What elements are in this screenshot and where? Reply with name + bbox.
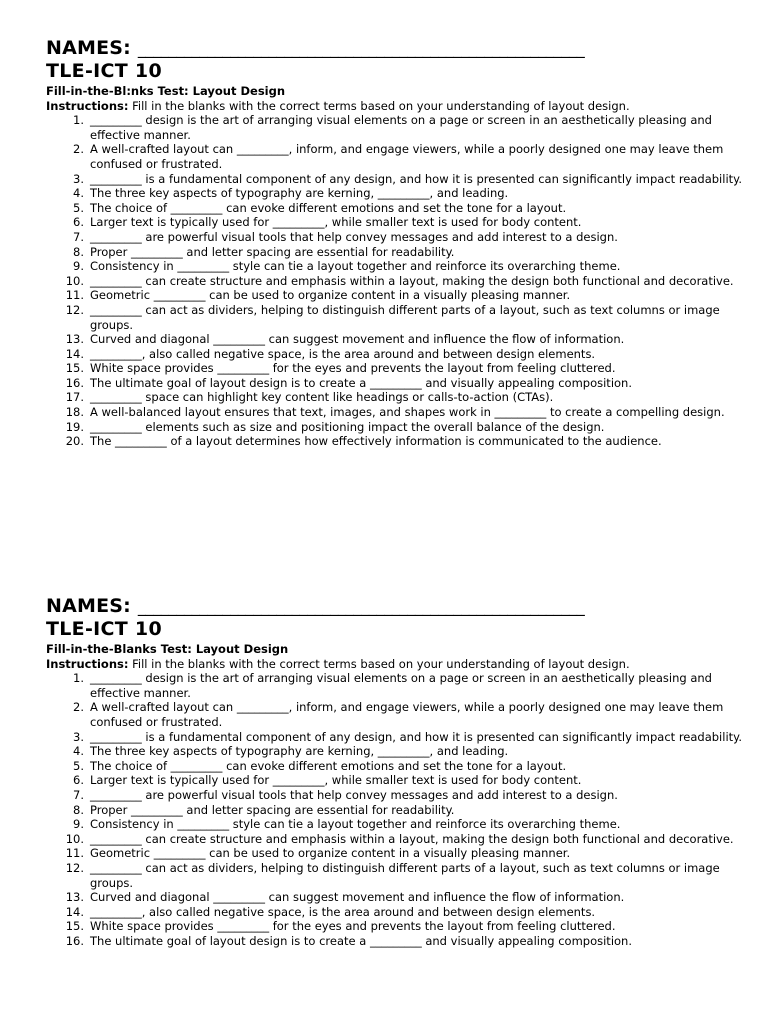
- question-text: _________ are powerful visual tools that help convey messages and add interest to a design.: [90, 229, 618, 244]
- test-title: Fill-in-the-Bl:nks Test: Layout Design: [46, 84, 286, 98]
- question-number: 11.: [65, 288, 84, 303]
- question-number: 4.: [73, 186, 84, 201]
- names-blank: __________________________________________________________: [137, 597, 585, 616]
- question-text: _________ space can highlight key content like headings or calls-to-action (CTAs).: [90, 390, 554, 405]
- question-item: [46, 201, 746, 216]
- question-number: 14.: [65, 904, 84, 919]
- question-text: _________, also called negative space, is the area around and between design elements.: [90, 904, 596, 919]
- question-item: [46, 245, 746, 260]
- question-text: Geometric _________ can be used to organize content in a visually pleasing manner.: [90, 846, 571, 861]
- worksheet-bottom: [46, 594, 746, 948]
- question-item: [46, 890, 746, 905]
- question-text: _________ is a fundamental component of any design, and how it is presented can significantly impact readability.: [90, 729, 742, 744]
- question-text: A well-crafted layout can _________, inform, and engage viewers, while a poorly designed one may leave them confused or frustrated.: [90, 142, 724, 171]
- instructions-label: Instructions:: [46, 656, 129, 671]
- question-text: Geometric _________ can be used to organize content in a visually pleasing manner.: [90, 288, 571, 303]
- instructions-label: Instructions:: [46, 98, 129, 113]
- names-line: [46, 594, 746, 618]
- question-number: 9.: [73, 817, 84, 832]
- question-item: [46, 759, 746, 774]
- question-item: [46, 861, 746, 890]
- question-item: [46, 744, 746, 759]
- question-number: 16.: [65, 933, 84, 948]
- question-number: 17.: [65, 390, 84, 405]
- question-text: Proper _________ and letter spacing are essential for readability.: [90, 802, 455, 817]
- question-number: 10.: [65, 831, 84, 846]
- question-item: [46, 274, 746, 289]
- question-item: [46, 919, 746, 934]
- question-number: 13.: [65, 332, 84, 347]
- instructions: [46, 657, 746, 672]
- question-number: 12.: [65, 302, 84, 317]
- question-item: [46, 113, 746, 142]
- question-item: [46, 215, 746, 230]
- question-text: The choice of _________ can evoke different emotions and set the tone for a layout.: [90, 758, 567, 773]
- question-number: 8.: [73, 802, 84, 817]
- question-item: [46, 730, 746, 745]
- question-item: [46, 817, 746, 832]
- worksheet-top: [46, 36, 746, 449]
- question-number: 3.: [73, 729, 84, 744]
- question-text: Consistency in _________ style can tie a layout together and reinforce its overarching theme.: [90, 817, 621, 832]
- question-text: Curved and diagonal _________ can suggest movement and influence the flow of information.: [90, 332, 625, 347]
- question-list: [46, 113, 746, 449]
- question-text: _________ elements such as size and positioning impact the overall balance of the design.: [90, 419, 605, 434]
- question-number: 15.: [65, 361, 84, 376]
- question-text: The three key aspects of typography are kerning, _________, and leading.: [90, 186, 509, 201]
- question-item: [46, 803, 746, 818]
- test-title: Fill-in-the-Blanks Test: Layout Design: [46, 642, 289, 656]
- question-number: 4.: [73, 744, 84, 759]
- question-text: _________ design is the art of arranging visual elements on a page or screen in an aesthetically pleasing and effective manner.: [90, 113, 712, 142]
- names-label: NAMES:: [46, 37, 131, 59]
- names-line: [46, 36, 746, 60]
- question-item: [46, 142, 746, 171]
- question-item: [46, 172, 746, 187]
- question-item: [46, 376, 746, 391]
- question-text: A well-crafted layout can _________, inform, and engage viewers, while a poorly designed one may leave them confused or frustrated.: [90, 700, 724, 729]
- question-number: 16.: [65, 375, 84, 390]
- question-number: 1.: [73, 113, 84, 128]
- question-text: _________, also called negative space, is the area around and between design elements.: [90, 346, 596, 361]
- question-item: [46, 420, 746, 435]
- question-text: A well-balanced layout ensures that text, images, and shapes work in _________ to create a compelling design.: [90, 405, 725, 420]
- question-item: [46, 773, 746, 788]
- question-text: Curved and diagonal _________ can suggest movement and influence the flow of information.: [90, 890, 625, 905]
- question-number: 5.: [73, 200, 84, 215]
- question-item: [46, 934, 746, 949]
- question-number: 11.: [65, 846, 84, 861]
- question-number: 5.: [73, 758, 84, 773]
- question-text: Consistency in _________ style can tie a layout together and reinforce its overarching theme.: [90, 259, 621, 274]
- question-number: 6.: [73, 215, 84, 230]
- question-list: [46, 671, 746, 948]
- names-blank: __________________________________________________________: [137, 39, 585, 58]
- question-text: White space provides _________ for the eyes and prevents the layout from feeling cluttered.: [90, 361, 616, 376]
- question-number: 20.: [65, 434, 84, 449]
- question-number: 13.: [65, 890, 84, 905]
- question-number: 2.: [73, 142, 84, 157]
- question-text: _________ design is the art of arranging visual elements on a page or screen in an aesthetically pleasing and effective manner.: [90, 671, 712, 700]
- question-text: Larger text is typically used for _________, while smaller text is used for body content.: [90, 215, 582, 230]
- question-number: 8.: [73, 244, 84, 259]
- instructions-text: Fill in the blanks with the correct terms based on your understanding of layout design.: [128, 98, 630, 113]
- instructions-text: Fill in the blanks with the correct terms based on your understanding of layout design.: [128, 656, 630, 671]
- question-item: [46, 288, 746, 303]
- question-item: [46, 671, 746, 700]
- question-text: Proper _________ and letter spacing are essential for readability.: [90, 244, 455, 259]
- question-number: 18.: [65, 405, 84, 420]
- question-number: 2.: [73, 700, 84, 715]
- question-number: 7.: [73, 787, 84, 802]
- question-item: [46, 846, 746, 861]
- question-text: The ultimate goal of layout design is to create a _________ and visually appealing composition.: [90, 933, 632, 948]
- question-item: [46, 405, 746, 420]
- question-text: Larger text is typically used for _________, while smaller text is used for body content.: [90, 773, 582, 788]
- names-label: NAMES:: [46, 595, 131, 617]
- question-text: The ultimate goal of layout design is to create a _________ and visually appealing composition.: [90, 375, 632, 390]
- question-text: _________ is a fundamental component of any design, and how it is presented can significantly impact readability.: [90, 171, 742, 186]
- course-title: TLE-ICT 10: [46, 618, 162, 640]
- question-number: 1.: [73, 671, 84, 686]
- question-number: 15.: [65, 919, 84, 934]
- question-item: [46, 905, 746, 920]
- question-item: [46, 332, 746, 347]
- question-item: [46, 347, 746, 362]
- question-number: 12.: [65, 860, 84, 875]
- question-number: 19.: [65, 419, 84, 434]
- instructions: [46, 99, 746, 114]
- question-number: 3.: [73, 171, 84, 186]
- question-item: [46, 259, 746, 274]
- question-text: The choice of _________ can evoke different emotions and set the tone for a layout.: [90, 200, 567, 215]
- question-item: [46, 186, 746, 201]
- question-number: 14.: [65, 346, 84, 361]
- question-text: _________ can create structure and emphasis within a layout, making the design both functional and decorative.: [90, 273, 734, 288]
- question-text: The three key aspects of typography are kerning, _________, and leading.: [90, 744, 509, 759]
- question-item: [46, 832, 746, 847]
- question-text: _________ can create structure and emphasis within a layout, making the design both functional and decorative.: [90, 831, 734, 846]
- question-item: [46, 230, 746, 245]
- question-text: The _________ of a layout determines how effectively information is communicated to the audience.: [90, 434, 662, 449]
- question-number: 7.: [73, 229, 84, 244]
- question-item: [46, 700, 746, 729]
- question-number: 10.: [65, 273, 84, 288]
- question-number: 9.: [73, 259, 84, 274]
- question-text: White space provides _________ for the eyes and prevents the layout from feeling cluttered.: [90, 919, 616, 934]
- question-text: _________ can act as dividers, helping to distinguish different parts of a layout, such as text columns or image groups.: [90, 302, 720, 332]
- question-text: _________ can act as dividers, helping to distinguish different parts of a layout, such as text columns or image groups.: [90, 860, 720, 890]
- question-item: [46, 303, 746, 332]
- question-item: [46, 788, 746, 803]
- question-item: [46, 361, 746, 376]
- course-title: TLE-ICT 10: [46, 60, 162, 82]
- question-text: _________ are powerful visual tools that help convey messages and add interest to a design.: [90, 787, 618, 802]
- question-number: 6.: [73, 773, 84, 788]
- question-item: [46, 434, 746, 449]
- question-item: [46, 390, 746, 405]
